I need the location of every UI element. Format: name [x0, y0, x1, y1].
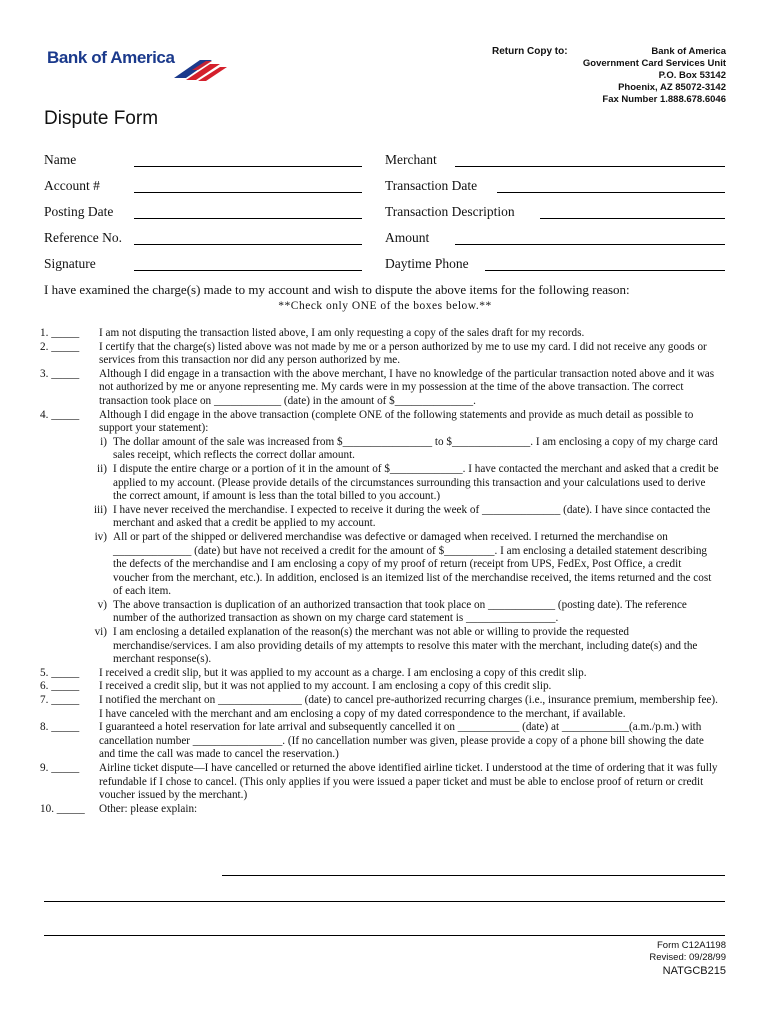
sub-reason-item — [0, 531, 770, 599]
sub-reason-number: i) — [100, 435, 107, 448]
form-footer — [649, 940, 726, 977]
other-explanation-field-2[interactable] — [44, 901, 725, 902]
sub-reason-item — [0, 599, 770, 626]
sub-reason-text: I am enclosing a detailed explanation of the reason(s) the merchant was not able or willing to provide the requested merchandise/services. I am also providing details of my attempts to resolve this mater with the merchant, including date(s) and the merchant response(s). — [113, 626, 698, 666]
sub-reason-item — [0, 436, 770, 463]
reason-text: Although I did engage in a transaction with the above merchant, I have no knowledge of the particular transaction noted above and it was not authorized by me or anyone representing me. My cards were in my possession at the time of the above transaction. The correct transaction took place on ____________ (date) in the amount of $______________. — [99, 367, 715, 407]
sub-reason-item — [0, 463, 770, 504]
sub-reason-item — [0, 626, 770, 667]
reason-item[interactable] — [0, 694, 770, 721]
amount-label: Amount — [385, 230, 430, 245]
form-number: Form C12A1198 — [657, 940, 726, 951]
merchant-field[interactable] — [455, 166, 725, 167]
transaction-date-label: Transaction Date — [385, 178, 478, 193]
other-explanation-field[interactable] — [222, 875, 725, 876]
reason-item[interactable] — [0, 680, 770, 694]
reference-no-field[interactable] — [134, 244, 362, 245]
reason-text: Although I did engage in the above transaction (complete ONE of the following statements and provide as much detail as possible to support your statement): — [99, 408, 694, 435]
reason-checkbox[interactable]: 3. _____ — [40, 367, 80, 380]
sub-reason-number: ii) — [97, 462, 107, 475]
flag-icon — [172, 56, 228, 82]
reason-text: I certify that the charge(s) listed above was not made by me or a person authorized by me to use my card. I did not receive any goods or services from this transaction nor did any person authorized by me. — [99, 340, 707, 367]
sub-reason-item — [0, 504, 770, 531]
check-instruction: **Check only ONE of the boxes below.** — [278, 300, 492, 312]
reason-item[interactable] — [0, 667, 770, 681]
reason-checkbox[interactable]: 4. _____ — [40, 408, 80, 421]
reason-checkbox[interactable]: 2. _____ — [40, 340, 80, 353]
form-title: Dispute Form — [44, 108, 159, 129]
sub-reason-number: vi) — [94, 626, 107, 639]
posting-date-field[interactable] — [134, 218, 362, 219]
reason-checkbox[interactable]: 5. _____ — [40, 666, 80, 679]
daytime-phone-field[interactable] — [485, 270, 725, 271]
transaction-description-label: Transaction Description — [385, 204, 515, 219]
reasons-list — [0, 327, 770, 816]
return-copy-label: Return Copy to: — [492, 46, 568, 57]
reason-checkbox[interactable]: 6. _____ — [40, 680, 80, 693]
amount-field[interactable] — [455, 244, 725, 245]
reason-text: I received a credit slip, but it was applied to my account as a charge. I am enclosing a copy of this credit slip. — [99, 666, 587, 679]
account-label: Account # — [44, 178, 100, 193]
sub-reason-text: I dispute the entire charge or a portion of it in the amount of $_____________. I have contacted the merchant and asked that a credit be applied to my account. (Please provide details of the circumstances surrounding this transaction and your calculations used to derive the correct amount, if amount is less than the total billed to you account.) — [113, 462, 719, 503]
reason-item[interactable] — [0, 803, 770, 817]
reason-text: I received a credit slip, but it was not applied to my account. I am enclosing a copy of this credit slip. — [99, 680, 552, 693]
reason-checkbox[interactable]: 7. _____ — [40, 694, 80, 707]
reason-checkbox[interactable]: 9. _____ — [40, 762, 80, 774]
account-field[interactable] — [134, 192, 362, 193]
sub-reason-text: The above transaction is duplication of an authorized transaction that took place on ____________ (posting date). The reference number of the authorized transaction as shown on my charge card statement is ________________. — [113, 598, 687, 625]
name-field[interactable] — [134, 166, 362, 167]
reason-checkbox[interactable]: 1. _____ — [40, 327, 80, 339]
address-line: Fax Number 1.888.678.6046 — [602, 94, 726, 105]
reason-text: I notified the merchant on _______________ (date) to cancel pre-authorized recurring charges (i.e., insurance premium, membership fee). I have canceled with the merchant and am enclosing a copy of my dated correspondence to the merchant, if available. — [99, 694, 718, 720]
transaction-description-field[interactable] — [540, 218, 725, 219]
bank-of-america-logo — [47, 44, 232, 86]
address-line: Government Card Services Unit — [582, 58, 726, 69]
transaction-date-field[interactable] — [497, 192, 725, 193]
sub-reason-text: All or part of the shipped or delivered merchandise was defective or damaged when received. I returned the merchandise on ______________ (date) but have not received a credit for the amount of $_________. I am enclosing a detailed statement describing the defects of the merchandise and I am enclosing a copy of my proof of return (receipt from UPS, FedEx, Post Office, a credit voucher from the merchant, etc.). In addition, enclosed is an itemized list of the merchandise received, the items returned and the cost of each item. — [113, 530, 712, 598]
reason-checkbox[interactable]: 8. _____ — [40, 721, 80, 734]
reason-item[interactable] — [0, 368, 770, 409]
sub-reason-number: iv) — [94, 530, 107, 543]
sub-reason-number: v) — [97, 598, 107, 611]
return-address — [526, 46, 726, 106]
reason-item[interactable] — [0, 409, 770, 436]
reason-item[interactable] — [0, 762, 770, 803]
reason-text: Airline ticket dispute—I have cancelled or returned the above identified airline ticket. I understood at the time of ordering that it was fully refundable if I chose to cancel. (This only applies if you were issued a paper ticket and must be able to enclose proof of return or credit voucher issued by the merchant.) — [99, 762, 718, 802]
sub-reason-number: iii) — [93, 503, 107, 516]
address-line: Phoenix, AZ 85072-3142 — [618, 82, 726, 93]
sub-reason-text: The dollar amount of the sale was increased from $________________ to $______________. I am enclosing a copy of my charge card sales receipt, which reflects the correct dollar amount. — [113, 435, 718, 462]
address-line: P.O. Box 53142 — [658, 70, 726, 81]
reason-item[interactable] — [0, 341, 770, 368]
reason-checkbox[interactable]: 10. _____ — [40, 802, 85, 815]
sub-reason-text: I have never received the merchandise. I expected to receive it during the week of ______________ (date). I have since contacted the merchant and asked that a credit be applied to my account. — [113, 503, 711, 530]
logo-wordmark: Bank of America — [47, 48, 175, 67]
signature-label: Signature — [44, 256, 96, 271]
form-code: NATGCB215 — [662, 965, 726, 977]
reason-item[interactable] — [0, 721, 770, 762]
address-line: Bank of America — [651, 46, 726, 57]
footer-divider — [44, 935, 725, 936]
signature-field[interactable] — [134, 270, 362, 271]
posting-date-label: Posting Date — [44, 204, 114, 219]
reason-text: I am not disputing the transaction listed above, I am only requesting a copy of the sales draft for my records. — [99, 327, 585, 339]
reference-no-label: Reference No. — [44, 230, 122, 245]
reason-item[interactable] — [0, 327, 770, 341]
name-label: Name — [44, 152, 77, 167]
intro-text: I have examined the charge(s) made to my account and wish to dispute the above items for the following reason: — [44, 282, 630, 297]
revision-date: Revised: 09/28/99 — [649, 952, 726, 963]
merchant-label: Merchant — [385, 152, 437, 167]
daytime-phone-label: Daytime Phone — [385, 256, 469, 271]
reason-text: Other: please explain: — [99, 802, 198, 815]
reason-text: I guaranteed a hotel reservation for late arrival and subsequently cancelled it on ___________ (date) at ____________(a.m./p.m.) with cancellation number ________________. (If no cancellation number was given, please provide a copy of a phone bill showing the date and time the call was made to cancel the reservation.) — [99, 721, 704, 761]
